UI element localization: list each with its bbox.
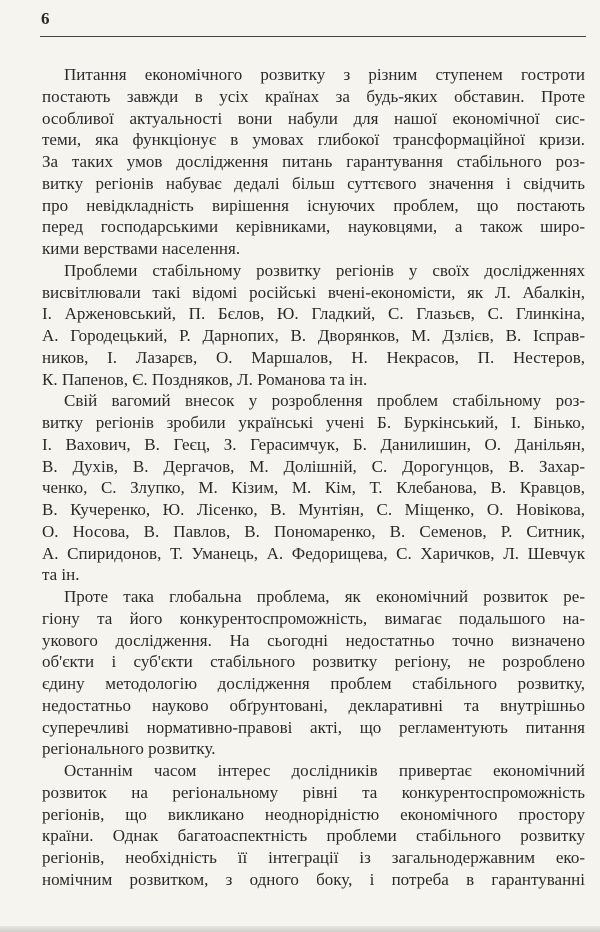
- text-line: О. Носова, В. Павлов, В. Пономаренко, В. Семенов, Р. Ситник,: [42, 521, 585, 541]
- text-line: гіону та його конкурентоспроможність, вимагає подальшого на-: [42, 608, 585, 628]
- text-line: За таких умов дослідження питань гарантування стабільного роз-: [42, 152, 585, 171]
- text-line: І. Арженовський, П. Бєлов, Ю. Гладкий, С. Глазьєв, С. Глинкіна,: [42, 304, 585, 324]
- page-number: 6: [41, 9, 50, 28]
- text-line: кими верствами населення.: [42, 239, 241, 258]
- text-line: Свій вагомий внесок у розроблення проблем стабільному роз-: [64, 391, 585, 411]
- text-line: укового дослідження. На сьогодні недостатньо точно визначено: [42, 630, 585, 650]
- text-line: регіонального розвитку.: [42, 739, 216, 759]
- page-bottom-edge: [0, 926, 600, 932]
- text-line: А. Городецький, Р. Дарнопих, В. Дворянков, М. Дзлієв, В. Ісправ-: [42, 326, 585, 345]
- text-line: країни. Однак багатоаспектність проблеми стабільного розвитку: [42, 826, 585, 846]
- text-line: недостатньо науково обґрунтовані, декларативні та внутрішньо: [42, 695, 585, 715]
- body-text: [42, 64, 585, 891]
- paragraph: [42, 64, 585, 260]
- paragraph: [42, 390, 585, 586]
- text-line: Проблеми стабільному розвитку регіонів у своїх дослідженнях: [64, 260, 585, 280]
- text-line: К. Папенов, Є. Поздняков, Л. Романова та ін.: [42, 369, 368, 389]
- text-line: номічним розвитком, з одного боку, і потреба в гарантуванні: [42, 869, 585, 889]
- text-line: регіонів, що викликано неоднорідністю економічного простору: [42, 804, 585, 824]
- text-line: витку регіонів зробили українські учені Б. Буркінський, І. Бінько,: [42, 413, 585, 432]
- text-line: В. Кучеренко, Ю. Лісенко, В. Мунтіян, С. Міщенко, О. Новікова,: [42, 500, 585, 519]
- text-line: витку регіонів набуває дедалі більш суттєвого значення і свідчить: [42, 173, 585, 193]
- text-line: В. Духів, В. Дергачов, М. Долішній, С. Дорогунцов, В. Захар-: [42, 456, 585, 476]
- text-line: І. Вахович, В. Геєц, З. Герасимчук, Б. Данилишин, О. Данільян,: [42, 434, 585, 454]
- text-line: А. Спиридонов, Т. Уманець, А. Федорищева, С. Харичков, Л. Шевчук: [42, 543, 585, 563]
- paragraph: [42, 586, 585, 760]
- text-line: Проте така глобальна проблема, як економічний розвиток ре-: [64, 587, 585, 606]
- text-line: розвиток на регіональному рівні та конкурентоспроможність: [42, 782, 585, 802]
- text-line: особливої актуальності вони набули для нашої економічної сис-: [42, 108, 585, 128]
- text-line: Останнім часом інтерес дослідників привертає економічний: [64, 761, 585, 780]
- paragraph: [42, 760, 585, 891]
- text-line: та ін.: [42, 565, 80, 585]
- text-line: теми, яка функціонує в умовах глибокої трансформаційної кризи.: [42, 130, 585, 150]
- text-line: єдину методологію дослідження проблем стабільного розвитку,: [42, 674, 585, 693]
- text-line: ников, І. Лазарєв, О. Маршалов, Н. Некрасов, П. Нестеров,: [42, 347, 585, 367]
- text-line: ченко, С. Злупко, М. Кізим, М. Кім, Т. Клебанова, В. Кравцов,: [42, 478, 585, 498]
- text-line: Питання економічного розвитку з різним ступенем гостроти: [64, 65, 585, 84]
- text-line: регіонів, необхідність її інтеграції із загальнодержавним еко-: [42, 848, 585, 867]
- header-rule: [40, 36, 586, 37]
- paragraph: [42, 260, 585, 391]
- text-line: перед господарськими керівниками, науковцями, а також широ-: [42, 217, 585, 237]
- text-line: постають завжди в усіх країнах за будь-яких обставин. Проте: [42, 86, 585, 106]
- text-line: висвітлювали такі відомі російські вчені-економісти, як Л. Абалкін,: [42, 282, 585, 302]
- text-line: об'єкти і суб'єкти стабільного розвитку регіону, не розроблено: [42, 652, 585, 672]
- text-line: суперечливі нормативно-правові акті, що регламентують питання: [42, 717, 585, 737]
- text-line: про невідкладність вирішення існуючих проблем, що постають: [42, 195, 585, 215]
